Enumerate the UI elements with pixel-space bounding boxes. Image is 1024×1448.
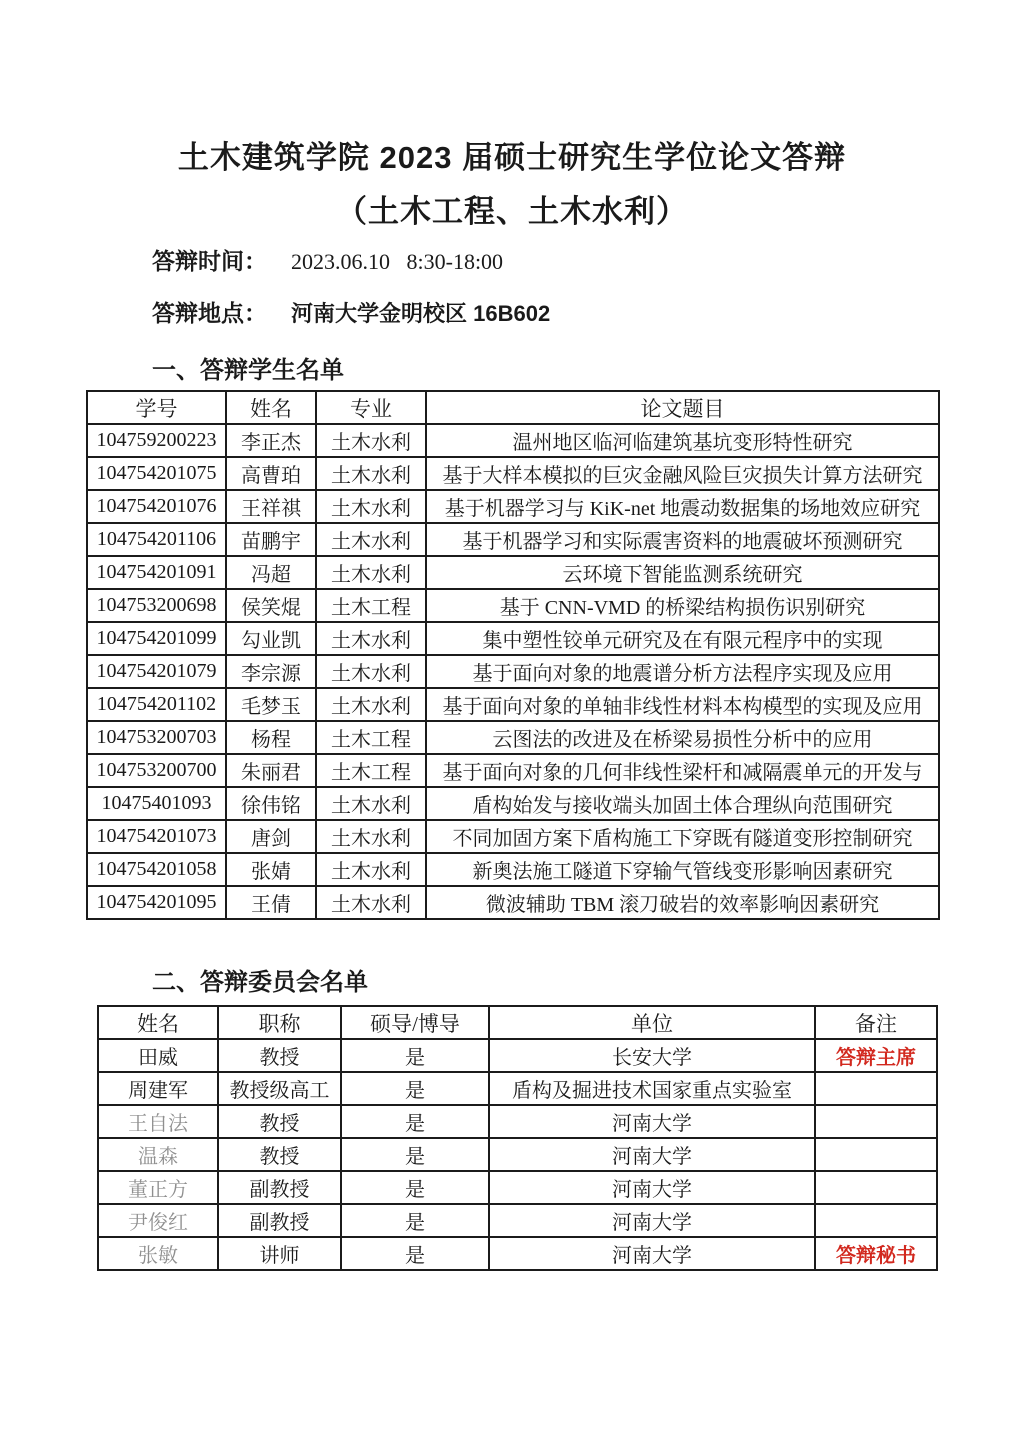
student-name-cell: 徐伟铭 xyxy=(226,787,316,820)
supervisor-type-cell: 是 xyxy=(341,1204,489,1237)
member-name-cell: 周建军 xyxy=(98,1072,218,1105)
students-table-body xyxy=(87,424,939,919)
member-unit-cell: 河南大学 xyxy=(489,1171,815,1204)
student-name-cell: 王祥祺 xyxy=(226,490,316,523)
member-unit-cell: 盾构及掘进技术国家重点实验室 xyxy=(489,1072,815,1105)
document-subtitle: （土木工程、土木水利） xyxy=(336,194,688,229)
thesis-title-cell: 基于大样本模拟的巨灾金融风险巨灾损失计算方法研究 xyxy=(426,457,939,490)
thesis-title-cell: 盾构始发与接收端头加固土体合理纵向范围研究 xyxy=(426,787,939,820)
member-name-header: 姓名 xyxy=(98,1006,218,1039)
student-major-cell: 土木水利 xyxy=(316,490,426,523)
defense-location-label: 答辩地点： xyxy=(152,300,267,326)
member-title-cell: 副教授 xyxy=(218,1204,341,1237)
student-name-cell: 朱丽君 xyxy=(226,754,316,787)
member-name-cell: 尹俊红 xyxy=(98,1204,218,1237)
students-table xyxy=(86,390,940,920)
student-id-cell: 104754201099 xyxy=(87,622,226,655)
committee-table-body xyxy=(98,1039,937,1270)
supervisor-type-cell: 是 xyxy=(341,1171,489,1204)
supervisor-type-header: 硕导/博导 xyxy=(341,1006,489,1039)
student-row xyxy=(87,490,939,523)
member-title-cell: 教授 xyxy=(218,1138,341,1171)
thesis-title-cell: 基于面向对象的几何非线性梁杆和减隔震单元的开发与 xyxy=(426,754,939,787)
student-major-cell: 土木水利 xyxy=(316,556,426,589)
student-name-cell: 李正杰 xyxy=(226,424,316,457)
student-id-cell: 104754201073 xyxy=(87,820,226,853)
student-row xyxy=(87,655,939,688)
student-major-cell: 土木工程 xyxy=(316,589,426,622)
student-id-header: 学号 xyxy=(87,391,226,424)
member-unit-cell: 河南大学 xyxy=(489,1204,815,1237)
thesis-title-cell: 新奥法施工隧道下穿输气管线变形影响因素研究 xyxy=(426,853,939,886)
student-major-cell: 土木水利 xyxy=(316,688,426,721)
defense-time-line xyxy=(152,243,503,276)
student-major-cell: 土木水利 xyxy=(316,457,426,490)
student-row xyxy=(87,820,939,853)
member-title-cell: 教授 xyxy=(218,1105,341,1138)
committee-row xyxy=(98,1237,937,1270)
student-row xyxy=(87,457,939,490)
member-unit-cell: 河南大学 xyxy=(489,1138,815,1171)
student-name-cell: 王倩 xyxy=(226,886,316,919)
student-row xyxy=(87,424,939,457)
student-row xyxy=(87,622,939,655)
thesis-title-cell: 不同加固方案下盾构施工下穿既有隧道变形控制研究 xyxy=(426,820,939,853)
member-note-cell: 答辩主席 xyxy=(815,1039,937,1072)
thesis-title-cell: 温州地区临河临建筑基坑变形特性研究 xyxy=(426,424,939,457)
committee-table-header-row xyxy=(98,1006,937,1039)
student-major-cell: 土木水利 xyxy=(316,655,426,688)
supervisor-type-cell: 是 xyxy=(341,1237,489,1270)
member-unit-cell: 长安大学 xyxy=(489,1039,815,1072)
thesis-title-cell: 基于机器学习与 KiK-net 地震动数据集的场地效应研究 xyxy=(426,490,939,523)
supervisor-type-cell: 是 xyxy=(341,1105,489,1138)
thesis-title-header: 论文题目 xyxy=(426,391,939,424)
thesis-title-cell: 基于机器学习和实际震害资料的地震破坏预测研究 xyxy=(426,523,939,556)
member-note-cell xyxy=(815,1204,937,1237)
student-row xyxy=(87,688,939,721)
student-id-cell: 104754201102 xyxy=(87,688,226,721)
member-name-cell: 田威 xyxy=(98,1039,218,1072)
thesis-title-cell: 云环境下智能监测系统研究 xyxy=(426,556,939,589)
defense-location-value: 河南大学金明校区 16B602 xyxy=(291,301,551,326)
committee-section-heading: 二、答辩委员会名单 xyxy=(152,969,368,996)
student-row xyxy=(87,886,939,919)
thesis-title-cell: 基于面向对象的地震谱分析方法程序实现及应用 xyxy=(426,655,939,688)
thesis-title-cell: 微波辅助 TBM 滚刀破岩的效率影响因素研究 xyxy=(426,886,939,919)
document-title: 土木建筑学院 2023 届硕士研究生学位论文答辩 xyxy=(177,140,847,175)
member-title-cell: 副教授 xyxy=(218,1171,341,1204)
student-major-cell: 土木水利 xyxy=(316,787,426,820)
committee-row xyxy=(98,1105,937,1138)
student-major-cell: 土木水利 xyxy=(316,424,426,457)
member-note-cell xyxy=(815,1171,937,1204)
student-name-cell: 高曹珀 xyxy=(226,457,316,490)
student-id-cell: 104753200703 xyxy=(87,721,226,754)
student-name-cell: 唐剑 xyxy=(226,820,316,853)
member-name-cell: 张敏 xyxy=(98,1237,218,1270)
supervisor-type-cell: 是 xyxy=(341,1138,489,1171)
student-id-cell: 104754201075 xyxy=(87,457,226,490)
thesis-title-cell: 云图法的改进及在桥梁易损性分析中的应用 xyxy=(426,721,939,754)
student-row xyxy=(87,589,939,622)
student-id-cell: 104754201076 xyxy=(87,490,226,523)
member-unit-cell: 河南大学 xyxy=(489,1237,815,1270)
student-name-cell: 冯超 xyxy=(226,556,316,589)
student-row xyxy=(87,523,939,556)
student-major-cell: 土木水利 xyxy=(316,622,426,655)
member-title-cell: 讲师 xyxy=(218,1237,341,1270)
member-title-cell: 教授 xyxy=(218,1039,341,1072)
member-name-cell: 温森 xyxy=(98,1138,218,1171)
defense-location-line xyxy=(152,295,550,328)
student-name-cell: 勾业凯 xyxy=(226,622,316,655)
defense-time-label: 答辩时间： xyxy=(152,248,267,274)
student-major-cell: 土木水利 xyxy=(316,523,426,556)
member-unit-cell: 河南大学 xyxy=(489,1105,815,1138)
thesis-title-cell: 基于面向对象的单轴非线性材料本构模型的实现及应用 xyxy=(426,688,939,721)
member-note-cell xyxy=(815,1105,937,1138)
committee-table xyxy=(97,1005,938,1271)
students-section-heading: 一、答辩学生名单 xyxy=(152,357,344,384)
student-id-cell: 104753200700 xyxy=(87,754,226,787)
member-note-cell xyxy=(815,1072,937,1105)
committee-row xyxy=(98,1171,937,1204)
student-name-cell: 侯笑焜 xyxy=(226,589,316,622)
thesis-title-cell: 集中塑性铰单元研究及在有限元程序中的实现 xyxy=(426,622,939,655)
member-unit-header: 单位 xyxy=(489,1006,815,1039)
thesis-title-cell: 基于 CNN-VMD 的桥梁结构损伤识别研究 xyxy=(426,589,939,622)
committee-row xyxy=(98,1204,937,1237)
student-name-header: 姓名 xyxy=(226,391,316,424)
committee-row xyxy=(98,1039,937,1072)
committee-row xyxy=(98,1072,937,1105)
student-row xyxy=(87,853,939,886)
member-title-header: 职称 xyxy=(218,1006,341,1039)
student-id-cell: 104754201091 xyxy=(87,556,226,589)
student-major-cell: 土木工程 xyxy=(316,721,426,754)
student-row xyxy=(87,787,939,820)
student-id-cell: 10475401093 xyxy=(87,787,226,820)
member-title-cell: 教授级高工 xyxy=(218,1072,341,1105)
supervisor-type-cell: 是 xyxy=(341,1039,489,1072)
member-note-cell: 答辩秘书 xyxy=(815,1237,937,1270)
student-row xyxy=(87,754,939,787)
student-id-cell: 104754201095 xyxy=(87,886,226,919)
committee-row xyxy=(98,1138,937,1171)
student-name-cell: 苗鹏宇 xyxy=(226,523,316,556)
member-name-cell: 董正方 xyxy=(98,1171,218,1204)
student-name-cell: 杨程 xyxy=(226,721,316,754)
student-id-cell: 104753200698 xyxy=(87,589,226,622)
member-note-header: 备注 xyxy=(815,1006,937,1039)
student-id-cell: 104754201058 xyxy=(87,853,226,886)
student-id-cell: 104754201079 xyxy=(87,655,226,688)
student-id-cell: 104754201106 xyxy=(87,523,226,556)
students-table-header-row xyxy=(87,391,939,424)
student-major-cell: 土木工程 xyxy=(316,754,426,787)
student-major-header: 专业 xyxy=(316,391,426,424)
member-note-cell xyxy=(815,1138,937,1171)
student-row xyxy=(87,556,939,589)
student-major-cell: 土木水利 xyxy=(316,820,426,853)
student-major-cell: 土木水利 xyxy=(316,853,426,886)
defense-time-value: 2023.06.10 8:30-18:00 xyxy=(291,249,504,274)
student-row xyxy=(87,721,939,754)
student-name-cell: 李宗源 xyxy=(226,655,316,688)
supervisor-type-cell: 是 xyxy=(341,1072,489,1105)
student-major-cell: 土木水利 xyxy=(316,886,426,919)
student-id-cell: 104759200223 xyxy=(87,424,226,457)
student-name-cell: 毛梦玉 xyxy=(226,688,316,721)
member-name-cell: 王自法 xyxy=(98,1105,218,1138)
student-name-cell: 张婧 xyxy=(226,853,316,886)
